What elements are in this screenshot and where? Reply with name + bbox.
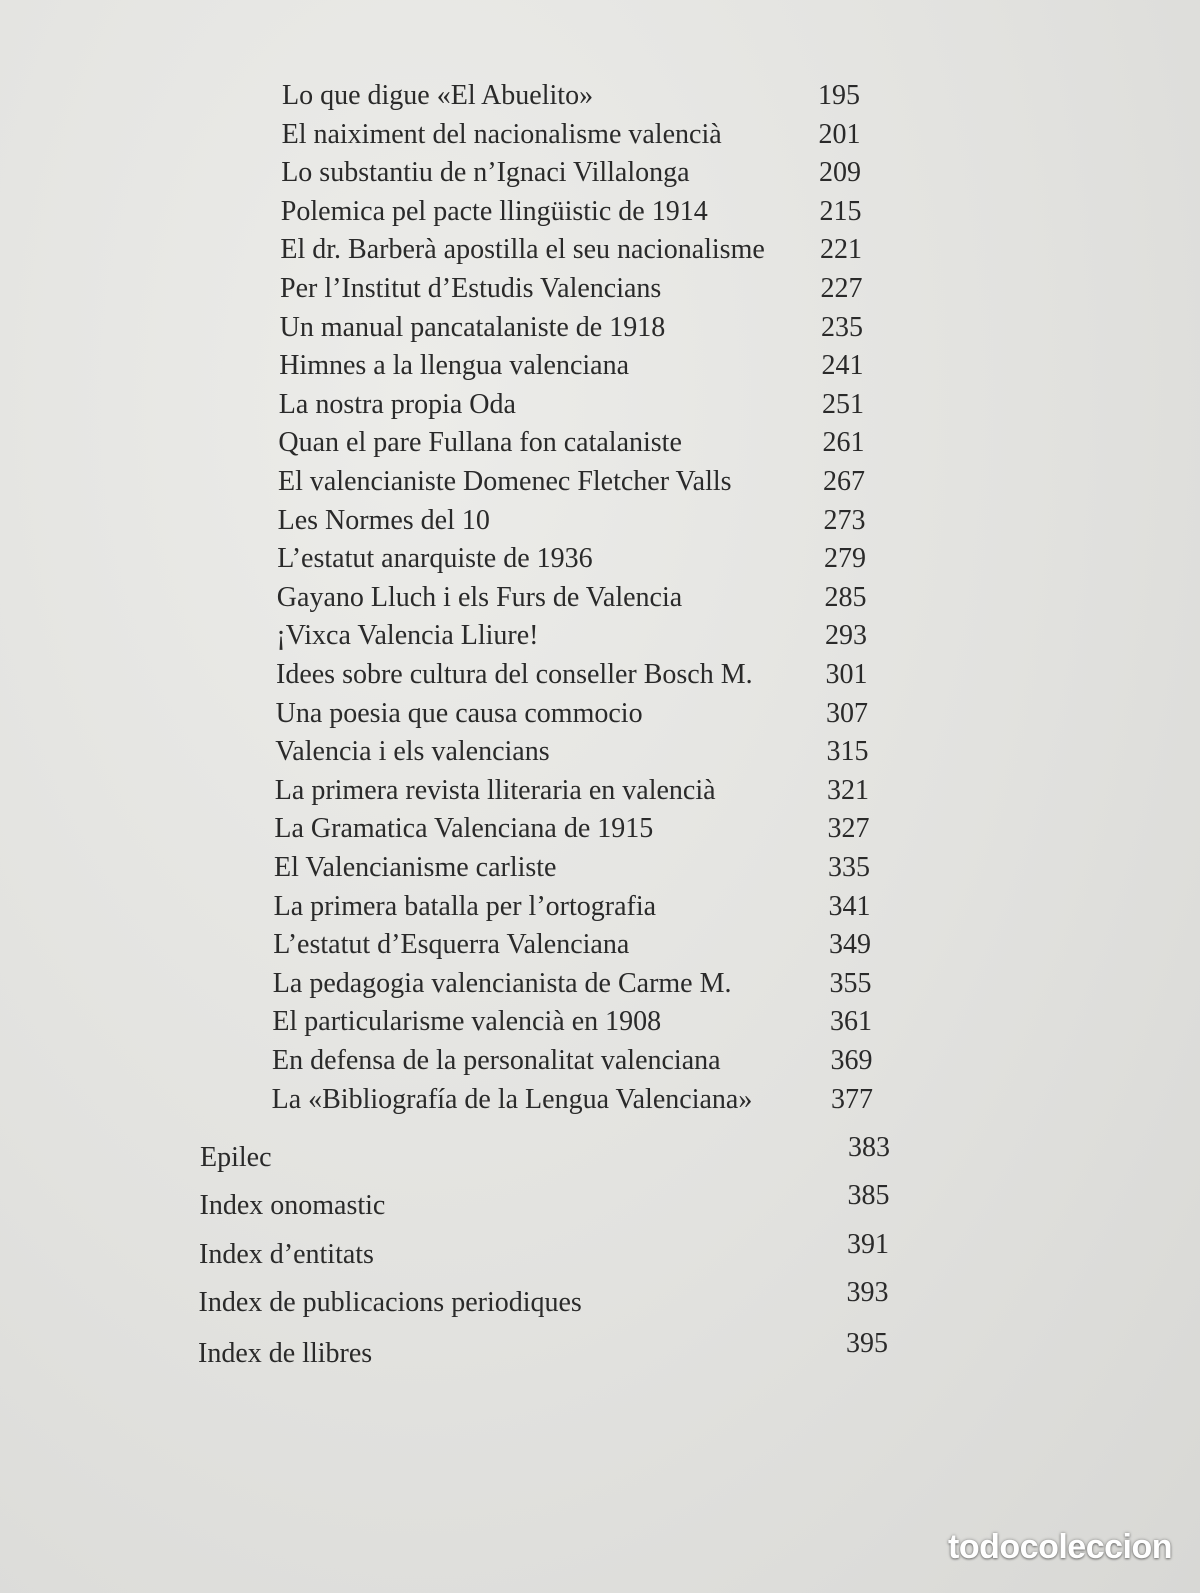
- toc-entry: [276, 694, 868, 734]
- toc-entry-page-number: 267: [823, 466, 865, 497]
- toc-entry: [272, 1002, 872, 1042]
- toc-entry-page-number: 241: [821, 350, 864, 382]
- toc-main-entry-page-number: 385: [847, 1180, 890, 1211]
- toc-entry-title: La «Bibliografía de la Lengua Valenciana»: [271, 1083, 753, 1115]
- toc-main-entry-title: Index de llibres: [198, 1338, 373, 1369]
- toc-entry-title: Les Normes del 10: [277, 504, 490, 536]
- toc-entry: [278, 501, 866, 541]
- toc-entry-title: Polemica pel pacte llingüistic de 1914: [280, 195, 708, 227]
- toc-entry: [280, 269, 863, 309]
- toc-entry-title: La primera revista lliteraria en valencià: [274, 774, 716, 806]
- toc-entry: [273, 925, 871, 965]
- toc-entry: [276, 616, 867, 656]
- toc-main-entry: [199, 1176, 890, 1221]
- toc-entry: [282, 76, 860, 116]
- toc-entry: [277, 539, 866, 579]
- toc-entry-title: La nostra propia Oda: [278, 388, 516, 420]
- toc-entry-page-number: 285: [824, 581, 867, 613]
- toc-entry-page-number: 327: [827, 813, 870, 845]
- toc-entry-title: El naiximent del nacionalisme valencià: [281, 118, 722, 150]
- toc-entry-title: El valencianiste Domenec Fletcher Valls: [278, 466, 732, 497]
- toc-main-entry: [198, 1273, 889, 1318]
- toc-entry-page-number: 301: [825, 659, 868, 690]
- toc-entry-title: Idees sobre cultura del conseller Bosch M.: [276, 659, 753, 690]
- toc-main-entry: [198, 1324, 888, 1369]
- toc-entry-page-number: 369: [830, 1045, 873, 1076]
- toc-entry-title: El dr. Barberà apostilla el seu nacionalisme: [280, 234, 765, 266]
- toc-entry-page-number: 355: [829, 967, 872, 999]
- toc-main-entry-title: Index d’entitats: [199, 1239, 374, 1270]
- toc-main-entry-title: Index onomastic: [199, 1190, 386, 1221]
- toc-entry: [274, 809, 869, 849]
- toc-entry-title: Lo substantiu de n’Ignaci Villalonga: [281, 157, 690, 189]
- toc-entry-title: La Gramatica Valenciana de 1915: [274, 813, 654, 845]
- toc-main-entry-page-number: 393: [846, 1277, 889, 1308]
- toc-entry-title: Himnes a la llengua valenciana: [279, 350, 630, 382]
- toc-main-entry: [199, 1225, 889, 1270]
- toc-entry-title: El particularisme valencià en 1908: [272, 1006, 662, 1038]
- toc-entry: [274, 848, 870, 888]
- toc-entry-page-number: 279: [823, 543, 866, 575]
- toc-entry: [277, 578, 867, 618]
- toc-entry-title: L’estatut anarquiste de 1936: [277, 543, 593, 575]
- toc-entry: [272, 1080, 873, 1120]
- toc-main-entry-page-number: 391: [847, 1229, 889, 1260]
- toc-entry: [275, 771, 869, 811]
- toc-main-entry-title: Index de publicacions periodiques: [198, 1287, 582, 1318]
- toc-entry-title: L’estatut d’Esquerra Valenciana: [273, 929, 630, 961]
- toc-entry-title: Gayano Lluch i els Furs de Valencia: [276, 581, 683, 613]
- toc-entry: [280, 308, 863, 348]
- toc-main-entry-page-number: 383: [848, 1132, 890, 1163]
- toc-entry-page-number: 349: [828, 929, 871, 961]
- toc-entry-title: El Valencianisme carliste: [274, 852, 557, 883]
- toc-entry-page-number: 195: [818, 80, 860, 111]
- toc-entry: [279, 346, 863, 386]
- toc-entry-title: ¡Vixca Valencia Lliure!: [276, 620, 539, 652]
- toc-entry: [274, 887, 871, 927]
- toc-entry-page-number: 335: [828, 852, 870, 883]
- toc-entry-title: Valencia i els valencians: [275, 736, 550, 768]
- toc-entry-page-number: 227: [820, 273, 863, 304]
- toc-entry-title: La primera batalla per l’ortografia: [273, 890, 657, 922]
- toc-entry: [281, 192, 862, 232]
- toc-entry-page-number: 215: [819, 195, 862, 227]
- toc-entry: [279, 385, 864, 425]
- toc-main-entry-title: Epilec: [200, 1142, 272, 1173]
- toc-entry: [273, 964, 872, 1004]
- toc-entry-page-number: 377: [830, 1083, 873, 1115]
- toc-entry: [278, 423, 864, 463]
- toc-entry-page-number: 315: [826, 736, 869, 768]
- toc-entry-page-number: 321: [826, 774, 869, 806]
- toc-entry-title: Una poesia que causa commocio: [275, 697, 643, 729]
- toc-entry: [276, 655, 868, 695]
- toc-entry-page-number: 341: [828, 890, 871, 922]
- toc-entry-title: Un manual pancatalaniste de 1918: [279, 311, 666, 343]
- toc-entry: [278, 462, 865, 502]
- toc-main-entry: [200, 1128, 890, 1173]
- toc-entry: [280, 230, 862, 270]
- toc-entry: [275, 732, 868, 772]
- toc-entry: [282, 115, 861, 155]
- toc-entry-page-number: 307: [825, 697, 868, 729]
- toc-entry-title: Quan el pare Fullana fon catalaniste: [278, 427, 682, 459]
- toc-entry-title: Per l’Institut d’Estudis Valencians: [280, 273, 662, 304]
- toc-entry: [272, 1041, 873, 1081]
- toc-entry-title: En defensa de la personalitat valenciana: [272, 1045, 721, 1076]
- toc-entry-title: La pedagogia valencianista de Carme M.: [272, 967, 732, 999]
- toc-entry-title: Lo que digue «El Abuelito»: [282, 80, 594, 111]
- toc-entry-page-number: 221: [819, 234, 862, 266]
- toc-entry-page-number: 201: [818, 118, 861, 150]
- toc-entry-page-number: 273: [823, 504, 866, 536]
- toc-entry-page-number: 261: [822, 427, 865, 459]
- watermark-logo: todocoleccion: [948, 1528, 1172, 1566]
- toc-main-entry-page-number: 395: [846, 1328, 888, 1359]
- toc-entry-page-number: 251: [821, 388, 864, 420]
- toc-entry-page-number: 235: [820, 311, 863, 343]
- toc-entry-page-number: 293: [824, 620, 867, 652]
- toc-entry-page-number: 209: [818, 157, 861, 189]
- toc-entry-page-number: 361: [829, 1006, 872, 1038]
- toc-entry: [281, 153, 861, 193]
